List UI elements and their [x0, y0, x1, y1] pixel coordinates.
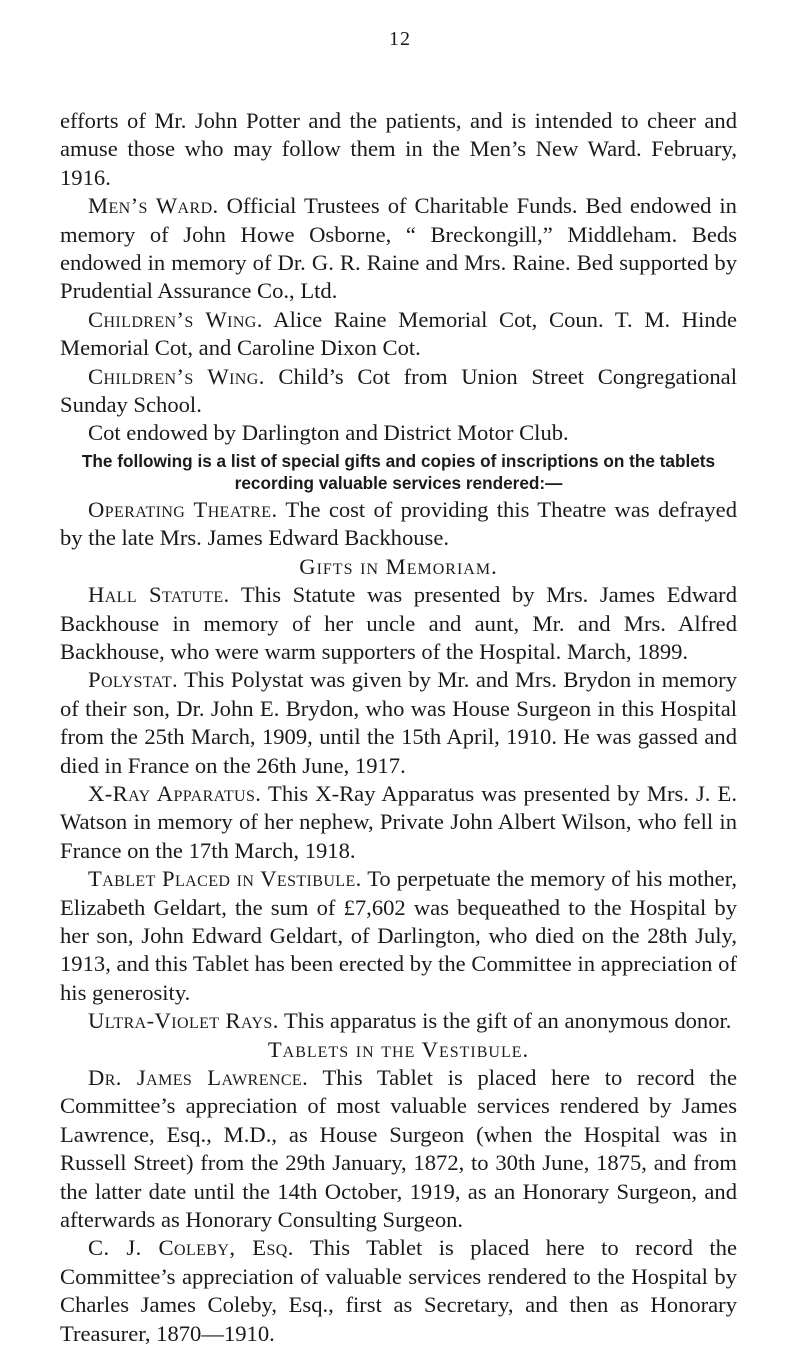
- paragraph-text: This Statute was presented by Mrs. James Edward Backhouse in memory of her uncle and aunt, Mr. and Mrs. Alfred Backhouse, who were warm supporters of the Hospital. March, 1899.: [60, 582, 737, 664]
- paragraph-heading: Ultra-Violet Rays.: [88, 1008, 279, 1034]
- paragraph-text: This Tablet is placed here to record the Committee’s appreciation of valuable services rendered to the Hospital by Charles James Coleby, Esq., first as Secretary, and then as Honorary Treasurer, 1870—1910.: [60, 1235, 737, 1346]
- paragraph: [60, 306, 737, 363]
- paragraph-text: This Tablet is placed here to record the Committee’s appreciation of most valuable services rendered by James Lawrence, Esq., M.D., as House Surgeon (when the Hospital was in Russell Street) from the 29th January, 1872, to 30th June, 1875, and from the latter date until the 14th October, 1919, as an Honorary Surgeon, and afterwards as Honorary Consulting Surgeon.: [60, 1065, 737, 1233]
- paragraph-heading: X-Ray Apparatus.: [88, 780, 262, 806]
- paragraph-heading: Men’s Ward.: [88, 193, 219, 219]
- paragraph-text: Official Trustees of Charitable Funds. Bed endowed in memory of John Howe Osborne, “ Breckongill,” Middleham. Beds endowed in memory of Dr. G. R. Raine and Mrs. Raine. Bed supported by Prudential Assurance Co., Ltd.: [60, 193, 737, 304]
- paragraph-text: To perpetuate the memory of his mother, Elizabeth Geldart, the sum of £7,602 was bequeathed to the Hospital by her son, John Edward Geldart, of Darlington, who died on the 28th July, 1913, and this Tablet has been erected by the Committee in appreciation of his generosity.: [60, 866, 737, 1005]
- paragraph: [60, 1234, 737, 1348]
- paragraph-text: The cost of providing this Theatre was defrayed by the late Mrs. James Edward Backhouse.: [60, 496, 737, 551]
- paragraph-text: Child’s Cot from Union Street Congregational Sunday School.: [60, 363, 737, 418]
- paragraph-heading: Dr. James Lawrence.: [88, 1065, 309, 1090]
- paragraph: [60, 496, 737, 553]
- paragraph-text: Alice Raine Memorial Cot, Coun. T. M. Hinde Memorial Cot, and Caroline Dixon Cot.: [60, 306, 737, 361]
- document-body: [60, 107, 737, 1348]
- paragraph-heading: C. J. Coleby, Esq.: [88, 1235, 294, 1261]
- section-heading: Gifts in Memoriam.: [299, 553, 498, 579]
- paragraph-text: Cot endowed by Darlington and District Motor Club.: [88, 420, 569, 446]
- paragraph: [60, 192, 737, 306]
- paragraph: [60, 581, 737, 666]
- paragraph: [60, 1064, 737, 1234]
- paragraph: [60, 1007, 737, 1035]
- paragraph: [60, 419, 737, 447]
- paragraph-text: This Polystat was given by Mr. and Mrs. Brydon in memory of their son, Dr. John E. Brydon, who was House Surgeon in this Hospital from the 25th March, 1909, until the 15th April, 1910. He was gassed and died in France on the 26th June, 1917.: [60, 667, 737, 778]
- paragraph: [60, 666, 737, 780]
- page-number: 12: [389, 28, 411, 50]
- paragraph-heading: Children’s Wing.: [88, 306, 263, 332]
- paragraph-heading: Children’s Wing.: [88, 363, 265, 389]
- paragraph: [60, 363, 737, 420]
- paragraph-text: This X-Ray Apparatus was presented by Mrs. J. E. Watson in memory of her nephew, Private John Albert Wilson, who fell in France on the 17th March, 1918.: [60, 780, 737, 863]
- paragraph-heading: Operating Theatre.: [88, 496, 278, 522]
- paragraph-heading: Polystat.: [88, 667, 179, 693]
- paragraph-text: efforts of Mr. John Potter and the patients, and is intended to cheer and amuse those who may follow them in the Men’s New Ward. February, 1916.: [60, 108, 737, 190]
- paragraph-heading: Tablet Placed in Vestibule.: [88, 866, 362, 892]
- section-heading: Tablets in the Vestibule.: [267, 1036, 530, 1062]
- paragraph: [60, 107, 737, 192]
- paragraph: [60, 780, 737, 865]
- bold-notice: The following is a list of special gifts and copies of inscriptions on the tablets recording valuable services rendered:—: [81, 450, 716, 494]
- paragraph-text: This apparatus is the gift of an anonymous donor.: [284, 1008, 732, 1034]
- paragraph: [60, 865, 737, 1007]
- paragraph-heading: Hall Statute.: [88, 582, 230, 608]
